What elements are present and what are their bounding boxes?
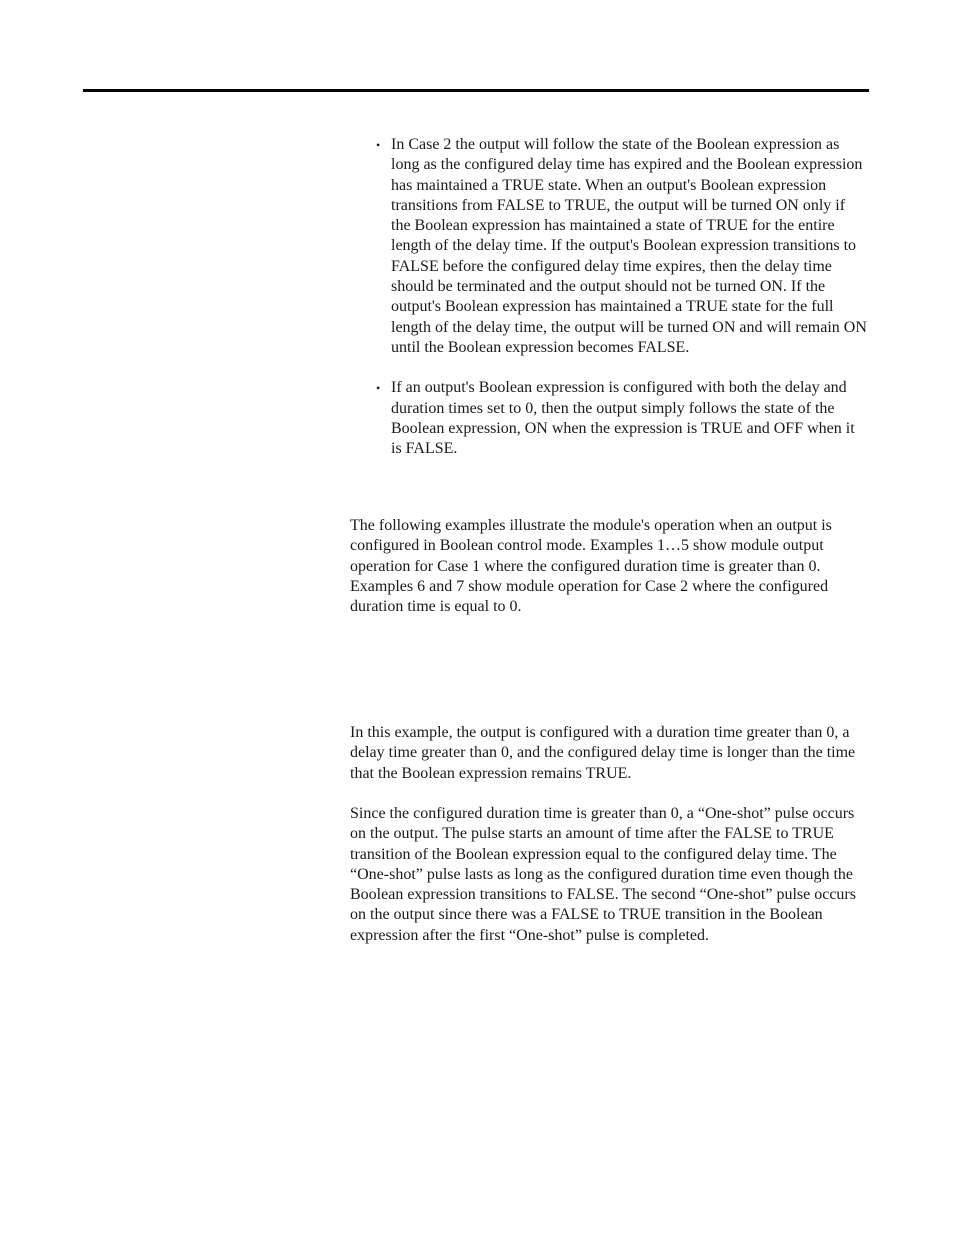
case-bullet-list [376,135,868,459]
bullet-zero-times [376,378,868,459]
bullet-text: In Case 2 the output will follow the state of the Boolean expression as long as the configured delay time has expired and the Boolean expression has maintained a TRUE state. When an output's Boolean expression transitions from FALSE to TRUE, the output will be turned ON only if the Boolean expression has maintained a state of TRUE for the entire length of the delay time. If the output's Boolean expression transitions to FALSE before the configured delay time expires, then the delay time should be terminated and the output should not be turned ON. If the output's Boolean expression has maintained a TRUE state for the full length of the delay time, the output will be turned ON and will remain ON until the Boolean expression becomes FALSE. [391,136,867,356]
intro-paragraph: The following examples illustrate the module's operation when an output is configured in Boolean control mode. Examples 1…5 show module output operation for Case 1 where the configured duration time is greater than 0. Examples 6 and 7 show module operation for Case 2 where the configured duration time is equal to 0. [350,517,832,616]
header-rule [83,89,869,92]
example-description-paragraph: In this example, the output is configured with a duration time greater than 0, a delay time greater than 0, and the configured delay time is longer than the time that the Boolean expression remains TRUE. [350,724,856,782]
bullet-marker: • [376,138,381,152]
bullet-text: If an output's Boolean expression is configured with both the delay and duration times set to 0, then the output simply follows the state of the Boolean expression, ON when the expression is TRUE and OFF when it is FALSE. [391,379,855,458]
bullet-marker: • [376,381,381,396]
bullet-case-2 [376,135,868,358]
one-shot-pulse-paragraph: Since the configured duration time is greater than 0, a “One-shot” pulse occurs on the output. The pulse starts an amount of time after the FALSE to TRUE transition of the Boolean expression equal to the configured delay time. The “One-shot” pulse lasts as long as the configured duration time even though the Boolean expression transitions to FALSE. The second “One-shot” pulse occurs on the output since there was a FALSE to TRUE transition in the Boolean expression after the first “One-shot” pulse is completed. [350,805,856,944]
